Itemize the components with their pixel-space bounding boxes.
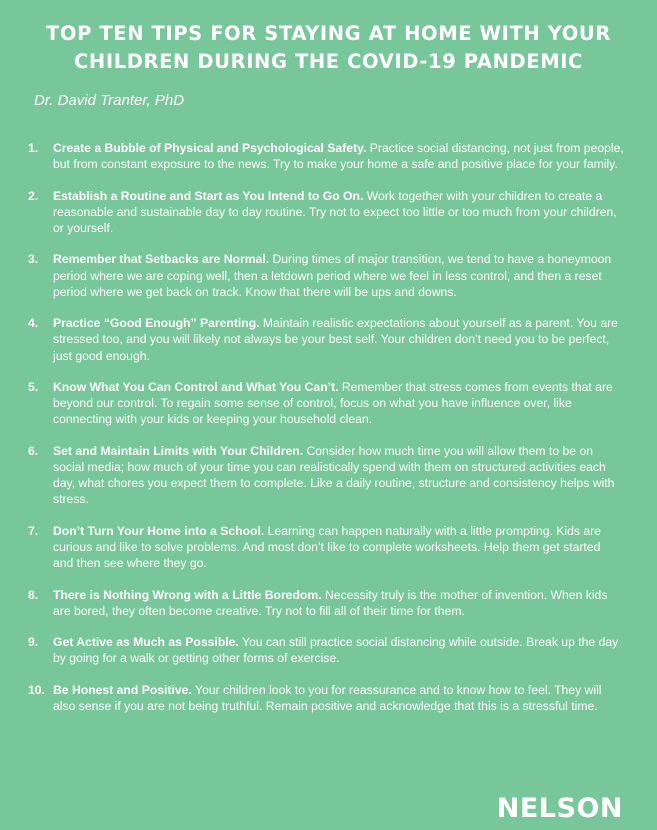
- page-title: [0, 20, 657, 76]
- tip-heading: Establish a Routine and Start as You Intend to Go On.: [53, 188, 364, 203]
- tip-item: [28, 634, 624, 666]
- tip-heading: Get Active as Much as Possible.: [53, 635, 239, 650]
- tip-text: Work together with your children to create a reasonable and sustainable day to day routine. Try not to expect too little or too much from your children, or yourself.: [53, 188, 617, 235]
- tip-text: Consider how much time you will allow them to be on social media; how much of your time you can realistically spend with them on structured activities each day, what chores you expect them to complete. Like a daily routine, structure and consistency helps with stress.: [53, 443, 615, 507]
- author-name: Dr. David Tranter, PhD: [34, 92, 185, 109]
- tip-text: During times of major transition, we tend to have a honeymoon period where we are coping well, then a letdown period where we feel in less control, and then a reset period where we get back on track. Know that there will be ups and downs.: [53, 252, 612, 299]
- tip-heading: Be Honest and Positive.: [53, 682, 192, 697]
- tip-number: 1.: [28, 141, 39, 155]
- tip-number: 9.: [28, 635, 39, 650]
- tip-heading: There is Nothing Wrong with a Little Boredom.: [53, 587, 322, 602]
- tip-number: 5.: [28, 379, 39, 394]
- tip-number: 6.: [28, 443, 39, 458]
- tip-item: [28, 251, 624, 300]
- tip-heading: Remember that Setbacks are Normal.: [53, 252, 270, 267]
- tip-heading: Practice “Good Enough” Parenting.: [53, 316, 260, 331]
- tip-text: Learning can happen naturally with a little prompting. Kids are curious and like to solve problems. And most don’t like to complete worksheets. Help them get started and then see where they go.: [53, 523, 601, 571]
- tip-item: [28, 379, 624, 428]
- tip-item: [28, 523, 624, 572]
- tip-item: [28, 682, 624, 714]
- nelson-logo: NELSON: [496, 793, 623, 824]
- tip-heading: Know What You Can Control and What You Can’t.: [53, 379, 339, 394]
- tip-item: [28, 140, 624, 172]
- tip-heading: Don’t Turn Your Home into a School.: [53, 523, 265, 538]
- tip-text: You can still practice social distancing while outside. Break up the day by going for a walk or getting other forms of exercise.: [53, 635, 619, 666]
- title-line-2: CHILDREN DURING THE COVID-19 PANDEMIC: [74, 50, 583, 73]
- tip-item: [28, 587, 624, 619]
- tip-item: [28, 188, 624, 237]
- tip-text: Remember that stress comes from events that are beyond our control. To regain some sense of control, focus on what you have influence over, like connecting with your kids or keeping your household clean.: [53, 379, 613, 427]
- tip-number: 7.: [28, 523, 39, 538]
- tip-text: Maintain realistic expectations about yourself as a parent. You are stressed too, and you will likely not always be your best self. Your children don’t need you to be perfect, just good enough.: [53, 316, 618, 363]
- tip-heading: Set and Maintain Limits with Your Children.: [53, 443, 304, 458]
- tip-text: Practice social distancing, not just from people, but from constant exposure to the news. Try to make your home a safe and positive place for your family.: [53, 141, 624, 172]
- tip-number: 8.: [28, 587, 39, 602]
- tip-number: 4.: [28, 316, 39, 331]
- tip-text: Your children look to you for reassurance and to know how to feel. They will also sense if you are not being truthful. Remain positive and acknowledge that this is a stressful time.: [53, 682, 602, 713]
- tip-text: Necessity truly is the mother of invention. When kids are bored, they often become creative. Try not to fill all of their time for them.: [53, 587, 608, 618]
- tip-number: 10.: [28, 682, 45, 697]
- tips-list: [28, 140, 624, 729]
- tip-heading: Create a Bubble of Physical and Psychological Safety.: [53, 141, 367, 155]
- tip-item: [28, 315, 624, 364]
- tip-item: [28, 443, 624, 508]
- title-line-1: TOP TEN TIPS FOR STAYING AT HOME WITH YOUR: [46, 22, 611, 45]
- tip-number: 2.: [28, 188, 39, 203]
- tip-number: 3.: [28, 252, 39, 267]
